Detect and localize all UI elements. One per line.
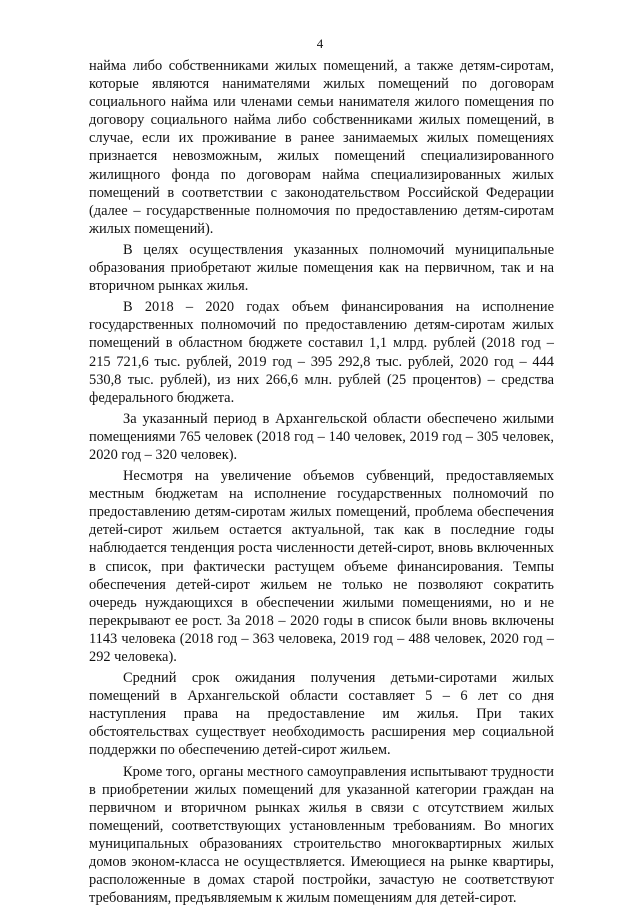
paragraph-7: Кроме того, органы местного самоуправления испытывают трудности в приобретении жилых помещений для указанной категории граждан на первичном и вторичном рынках жилья в связи с отсутствием жилых помещений, соответствующих установленным требованиям. Во многих муниципальных образованиях строительство многоквартирных жилых домов эконом-класса не осуществляется. Имеющиеся на рынке квартиры, расположенные в домах старой постройки, зачастую не соответствуют требованиям, предъявляемым к жилым помещениям для детей-сирот. <box>89 763 554 907</box>
paragraph-3: В 2018 – 2020 годах объем финансирования на исполнение государственных полномочий по предоставлению детям-сиротам жилых помещений в областном бюджете составил 1,1 млрд. рублей (2018 год – 215 721,6 тыс. рублей, 2019 год – 395 292,8 тыс. рублей, 2020 год – 444 530,8 тыс. рублей), из них 266,6 млн. рублей (25 процентов) – средства федерального бюджета. <box>89 299 554 406</box>
paragraph-4: За указанный период в Архангельской области обеспечено жилыми помещениями 765 человек (2018 год – 140 человек, 2019 год – 305 человек, 2020 год – 320 человек). <box>89 410 554 463</box>
paragraph-2: В целях осуществления указанных полномочий муниципальные образования приобретают жилые помещения как на первичном, так и на вторичном рынках жилья. <box>89 241 554 295</box>
paragraph-1: найма либо собственниками жилых помещений, а также детям-сиротам, которые являются нанимателями жилых помещений по договорам социального найма или членами семьи нанимателя жилого помещения по договору социального найма либо собственниками жилых помещений, в случае, если их проживание в ранее занимаемых жилых помещениях признается невозможным, жилых помещений специализированного жилищного фонда по договорам найма специализированных жилых помещений в соответствии с законодательством Российской Федерации (далее – государственные полномочия по предоставлению детям-сиротам жилых помещений). <box>89 58 554 237</box>
paragraph-5: Несмотря на увеличение объемов субвенций, предоставляемых местным бюджетам на исполнение государственных полномочий по предоставлению детям-сиротам жилых помещений, проблема обеспечения детей-сирот жильем остается актуальной, так как в последние годы наблюдается тенденция роста численности детей-сирот, вновь включенных в список, при фактически растущем объеме финансирования. Темпы обеспечения детей-сирот жильем не только не позволяют сократить очередь нуждающихся в обеспечении жилыми помещениями, но и не перекрывают ее рост. За 2018 – 2020 годы в список были вновь включены 1143 человека (2018 год – 363 человека, 2019 год – 488 человек, 2020 год – 292 человека). <box>89 468 554 665</box>
page-number: 4 <box>316 36 324 51</box>
document-body <box>89 57 554 910</box>
paragraph-6: Средний срок ожидания получения детьми-сиротами жилых помещений в Архангельской области составляет 5 – 6 лет со дня наступления права на предоставление им жилья. При таких обстоятельствах существует необходимость расширения мер социальной поддержки по обеспечению детей-сирот жильем. <box>89 670 554 759</box>
